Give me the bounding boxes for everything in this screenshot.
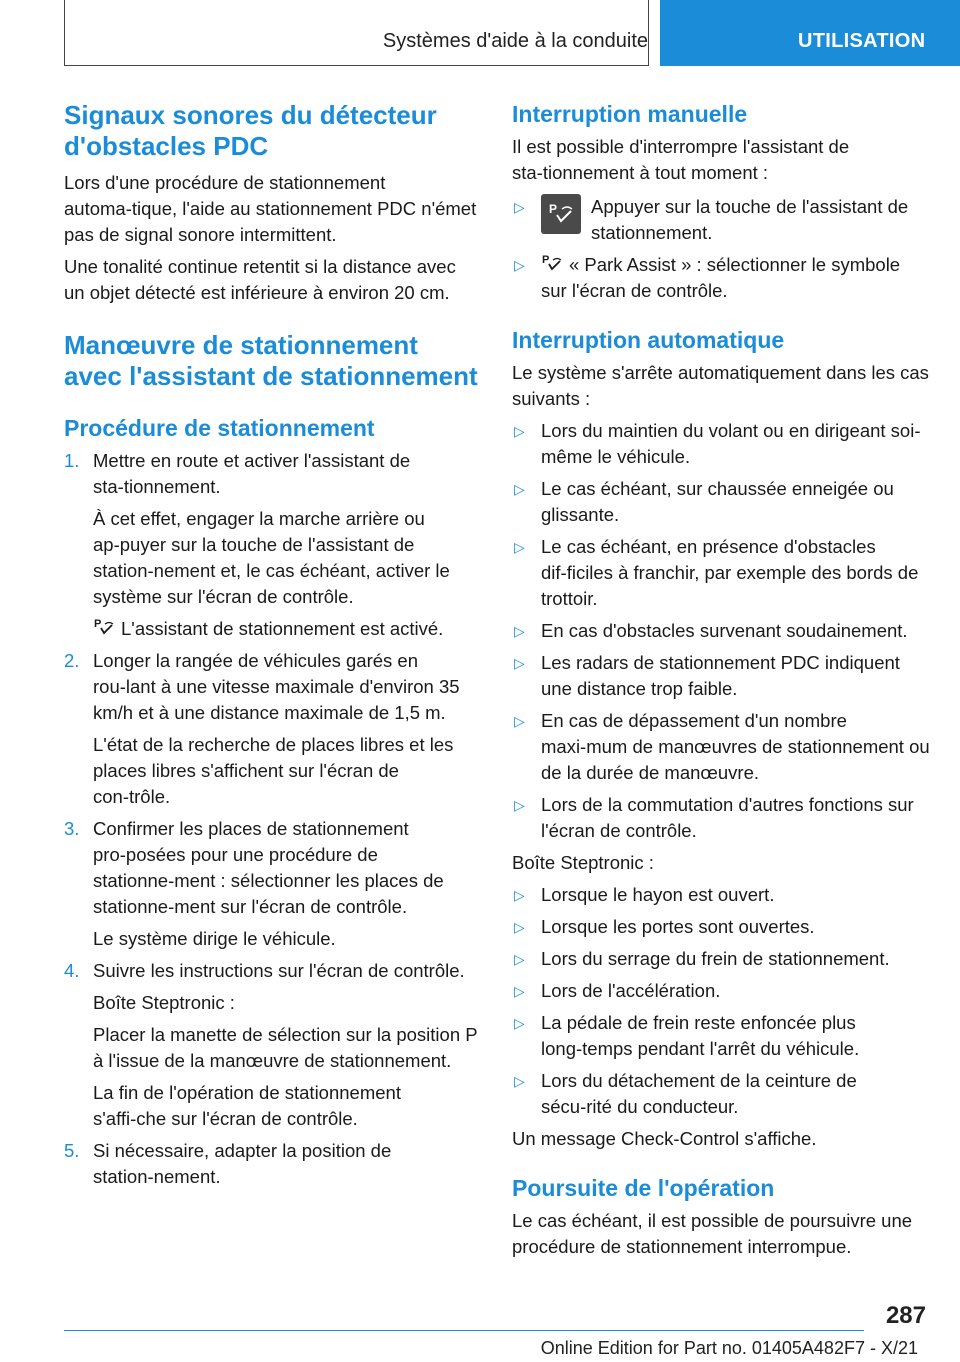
bullet-icon: ▷ bbox=[514, 1015, 525, 1031]
list-item-text: Lors du maintien du volant ou en dirigeant soi-même le véhicule. bbox=[541, 420, 921, 467]
list-item bbox=[512, 882, 930, 908]
park-assist-icon bbox=[541, 252, 563, 274]
edition-note: Online Edition for Part no. 01405A482F7 - X/21 bbox=[540, 1338, 918, 1358]
step-text: Suivre les instructions sur l'écran de contrôle. bbox=[93, 960, 465, 981]
step-item bbox=[64, 1138, 478, 1190]
list-item bbox=[512, 650, 930, 702]
list-item-text: Lors du détachement de la ceinture de sécu‑rité du conducteur. bbox=[541, 1070, 857, 1117]
bullet-icon: ▷ bbox=[514, 655, 525, 671]
steptronic-label: Boîte Steptronic : bbox=[512, 852, 654, 873]
bullet-icon: ▷ bbox=[514, 951, 525, 967]
list-item-text: Appuyer sur la touche de l'assistant de stationnement. bbox=[591, 196, 909, 243]
list-item-text: Lorsque le hayon est ouvert. bbox=[541, 884, 775, 905]
bullet-icon: ▷ bbox=[514, 257, 525, 273]
step-text: Si nécessaire, adapter la position de station‑nement. bbox=[93, 1140, 392, 1187]
list-item-text: Lors du serrage du frein de stationnement. bbox=[541, 948, 890, 969]
step-icon-line bbox=[93, 616, 478, 642]
footer-divider bbox=[64, 1330, 864, 1331]
paragraph: Lors d'une procédure de stationnement automa‑tique, l'aide au stationnement PDC n'émet pas de signal sonore intermittent. bbox=[64, 172, 477, 245]
list-item bbox=[512, 1068, 930, 1120]
list-item-text: Le cas échéant, en présence d'obstacles dif‑ficiles à franchir, par exemple des bords de trottoir. bbox=[541, 536, 919, 609]
bullet-icon: ▷ bbox=[514, 199, 525, 215]
list-item bbox=[512, 194, 930, 246]
bullet-icon: ▷ bbox=[514, 481, 525, 497]
right-column bbox=[512, 100, 930, 1260]
list-item bbox=[512, 418, 930, 470]
svg-text:P: P bbox=[542, 254, 550, 266]
bullet-icon: ▷ bbox=[514, 887, 525, 903]
step-number: 3. bbox=[64, 818, 80, 839]
list-item bbox=[512, 708, 930, 786]
list-item bbox=[512, 946, 930, 972]
bullet-icon: ▷ bbox=[514, 623, 525, 639]
step-item bbox=[64, 816, 478, 952]
bullet-icon: ▷ bbox=[514, 423, 525, 439]
step-extra: La fin de l'opération de stationnement s'affi‑che sur l'écran de contrôle. bbox=[93, 1082, 401, 1129]
step-text: Longer la rangée de véhicules garés en rou‑lant à une vitesse maximale d'environ 35 km/h et à une distance maximale de 1,5 m. bbox=[93, 650, 460, 723]
list-item-text: Les radars de stationnement PDC indiquent une distance trop faible. bbox=[541, 652, 900, 699]
step-number: 5. bbox=[64, 1140, 80, 1161]
list-item-text: Lors de la commutation d'autres fonctions sur l'écran de contrôle. bbox=[541, 794, 914, 841]
heading-pdc-signals: Signaux sonores du détecteur d'obstacles PDC bbox=[64, 100, 437, 161]
step-extra: L'état de la recherche de places libres et les places libres s'affichent sur l'écran de con‑trôle. bbox=[93, 734, 454, 807]
step-text: Mettre en route et activer l'assistant de sta‑tionnement. bbox=[93, 450, 411, 497]
heading-manual-interruption: Interruption manuelle bbox=[512, 101, 748, 127]
list-item-text: Le cas échéant, sur chaussée enneigée ou glissante. bbox=[541, 478, 894, 525]
paragraph: Un message Check-Control s'affiche. bbox=[512, 1128, 817, 1149]
svg-text:P: P bbox=[94, 618, 102, 630]
section-title: Systèmes d'aide à la conduite bbox=[382, 30, 648, 52]
step-number: 2. bbox=[64, 650, 80, 671]
step-item bbox=[64, 648, 478, 810]
list-item-text: Lors de l'accélération. bbox=[541, 980, 721, 1001]
bullet-icon: ▷ bbox=[514, 919, 525, 935]
list-item-text: En cas d'obstacles survenant soudainement. bbox=[541, 620, 908, 641]
list-item-text: En cas de dépassement d'un nombre maxi‑mum de manœuvres de stationnement ou de la durée de manœuvre. bbox=[541, 710, 930, 783]
step-item bbox=[64, 958, 478, 1132]
step-extra: Boîte Steptronic : bbox=[93, 992, 235, 1013]
list-item bbox=[512, 534, 930, 612]
heading-parking-maneuver: Manœuvre de stationnement avec l'assistant de stationnement bbox=[64, 330, 478, 391]
step-extra: Le système dirige le véhicule. bbox=[93, 928, 336, 949]
paragraph: Le cas échéant, il est possible de poursuivre une procédure de stationnement interrompue. bbox=[512, 1210, 913, 1257]
svg-text:P: P bbox=[549, 202, 558, 216]
list-item bbox=[512, 618, 930, 644]
step-number: 1. bbox=[64, 450, 80, 471]
paragraph: Il est possible d'interrompre l'assistant de sta‑tionnement à tout moment : bbox=[512, 136, 850, 183]
bullet-icon: ▷ bbox=[514, 983, 525, 999]
paragraph: Le système s'arrête automatiquement dans les cas suivants : bbox=[512, 362, 929, 409]
list-item bbox=[512, 476, 930, 528]
list-item bbox=[512, 252, 930, 304]
bullet-icon: ▷ bbox=[514, 1073, 525, 1089]
heading-parking-procedure: Procédure de stationnement bbox=[64, 415, 375, 441]
bullet-icon: ▷ bbox=[514, 797, 525, 813]
step-extra: À cet effet, engager la marche arrière ou ap‑puyer sur la touche de l'assistant de station‑nement et, le cas échéant, activer le système sur l'écran de contrôle. bbox=[93, 508, 450, 607]
step-icon-text: L'assistant de stationnement est activé. bbox=[121, 618, 444, 639]
list-item bbox=[512, 792, 930, 844]
left-column bbox=[64, 100, 478, 1190]
list-item-text: Lorsque les portes sont ouvertes. bbox=[541, 916, 815, 937]
park-assist-icon bbox=[93, 616, 115, 638]
list-item bbox=[512, 978, 930, 1004]
list-item-line bbox=[541, 252, 930, 304]
list-item-text: La pédale de frein reste enfoncée plus long‑temps pendant l'arrêt du véhicule. bbox=[541, 1012, 860, 1059]
step-extra: Placer la manette de sélection sur la position P à l'issue de la manœuvre de stationnement. bbox=[93, 1024, 478, 1071]
bullet-icon: ▷ bbox=[514, 713, 525, 729]
step-item bbox=[64, 448, 478, 642]
heading-automatic-interruption: Interruption automatique bbox=[512, 327, 785, 353]
heading-continue-operation: Poursuite de l'opération bbox=[512, 1175, 775, 1201]
page-number: 287 bbox=[885, 1302, 926, 1329]
list-item-text: « Park Assist » : sélectionner le symbole sur l'écran de contrôle. bbox=[541, 254, 901, 301]
list-item bbox=[512, 914, 930, 940]
bullet-icon: ▷ bbox=[514, 539, 525, 555]
step-number: 4. bbox=[64, 960, 80, 981]
paragraph: Une tonalité continue retentit si la distance avec un objet détecté est inférieure à environ 20 cm. bbox=[64, 256, 456, 303]
chapter-tab-label: UTILISATION bbox=[798, 30, 926, 52]
park-assist-button-icon[interactable] bbox=[541, 194, 581, 234]
list-item bbox=[512, 1010, 930, 1062]
step-text: Confirmer les places de stationnement pro‑posées pour une procédure de stationne‑ment : sélectionner les places de stationne‑ment sur l'écran de contrôle. bbox=[93, 818, 444, 917]
